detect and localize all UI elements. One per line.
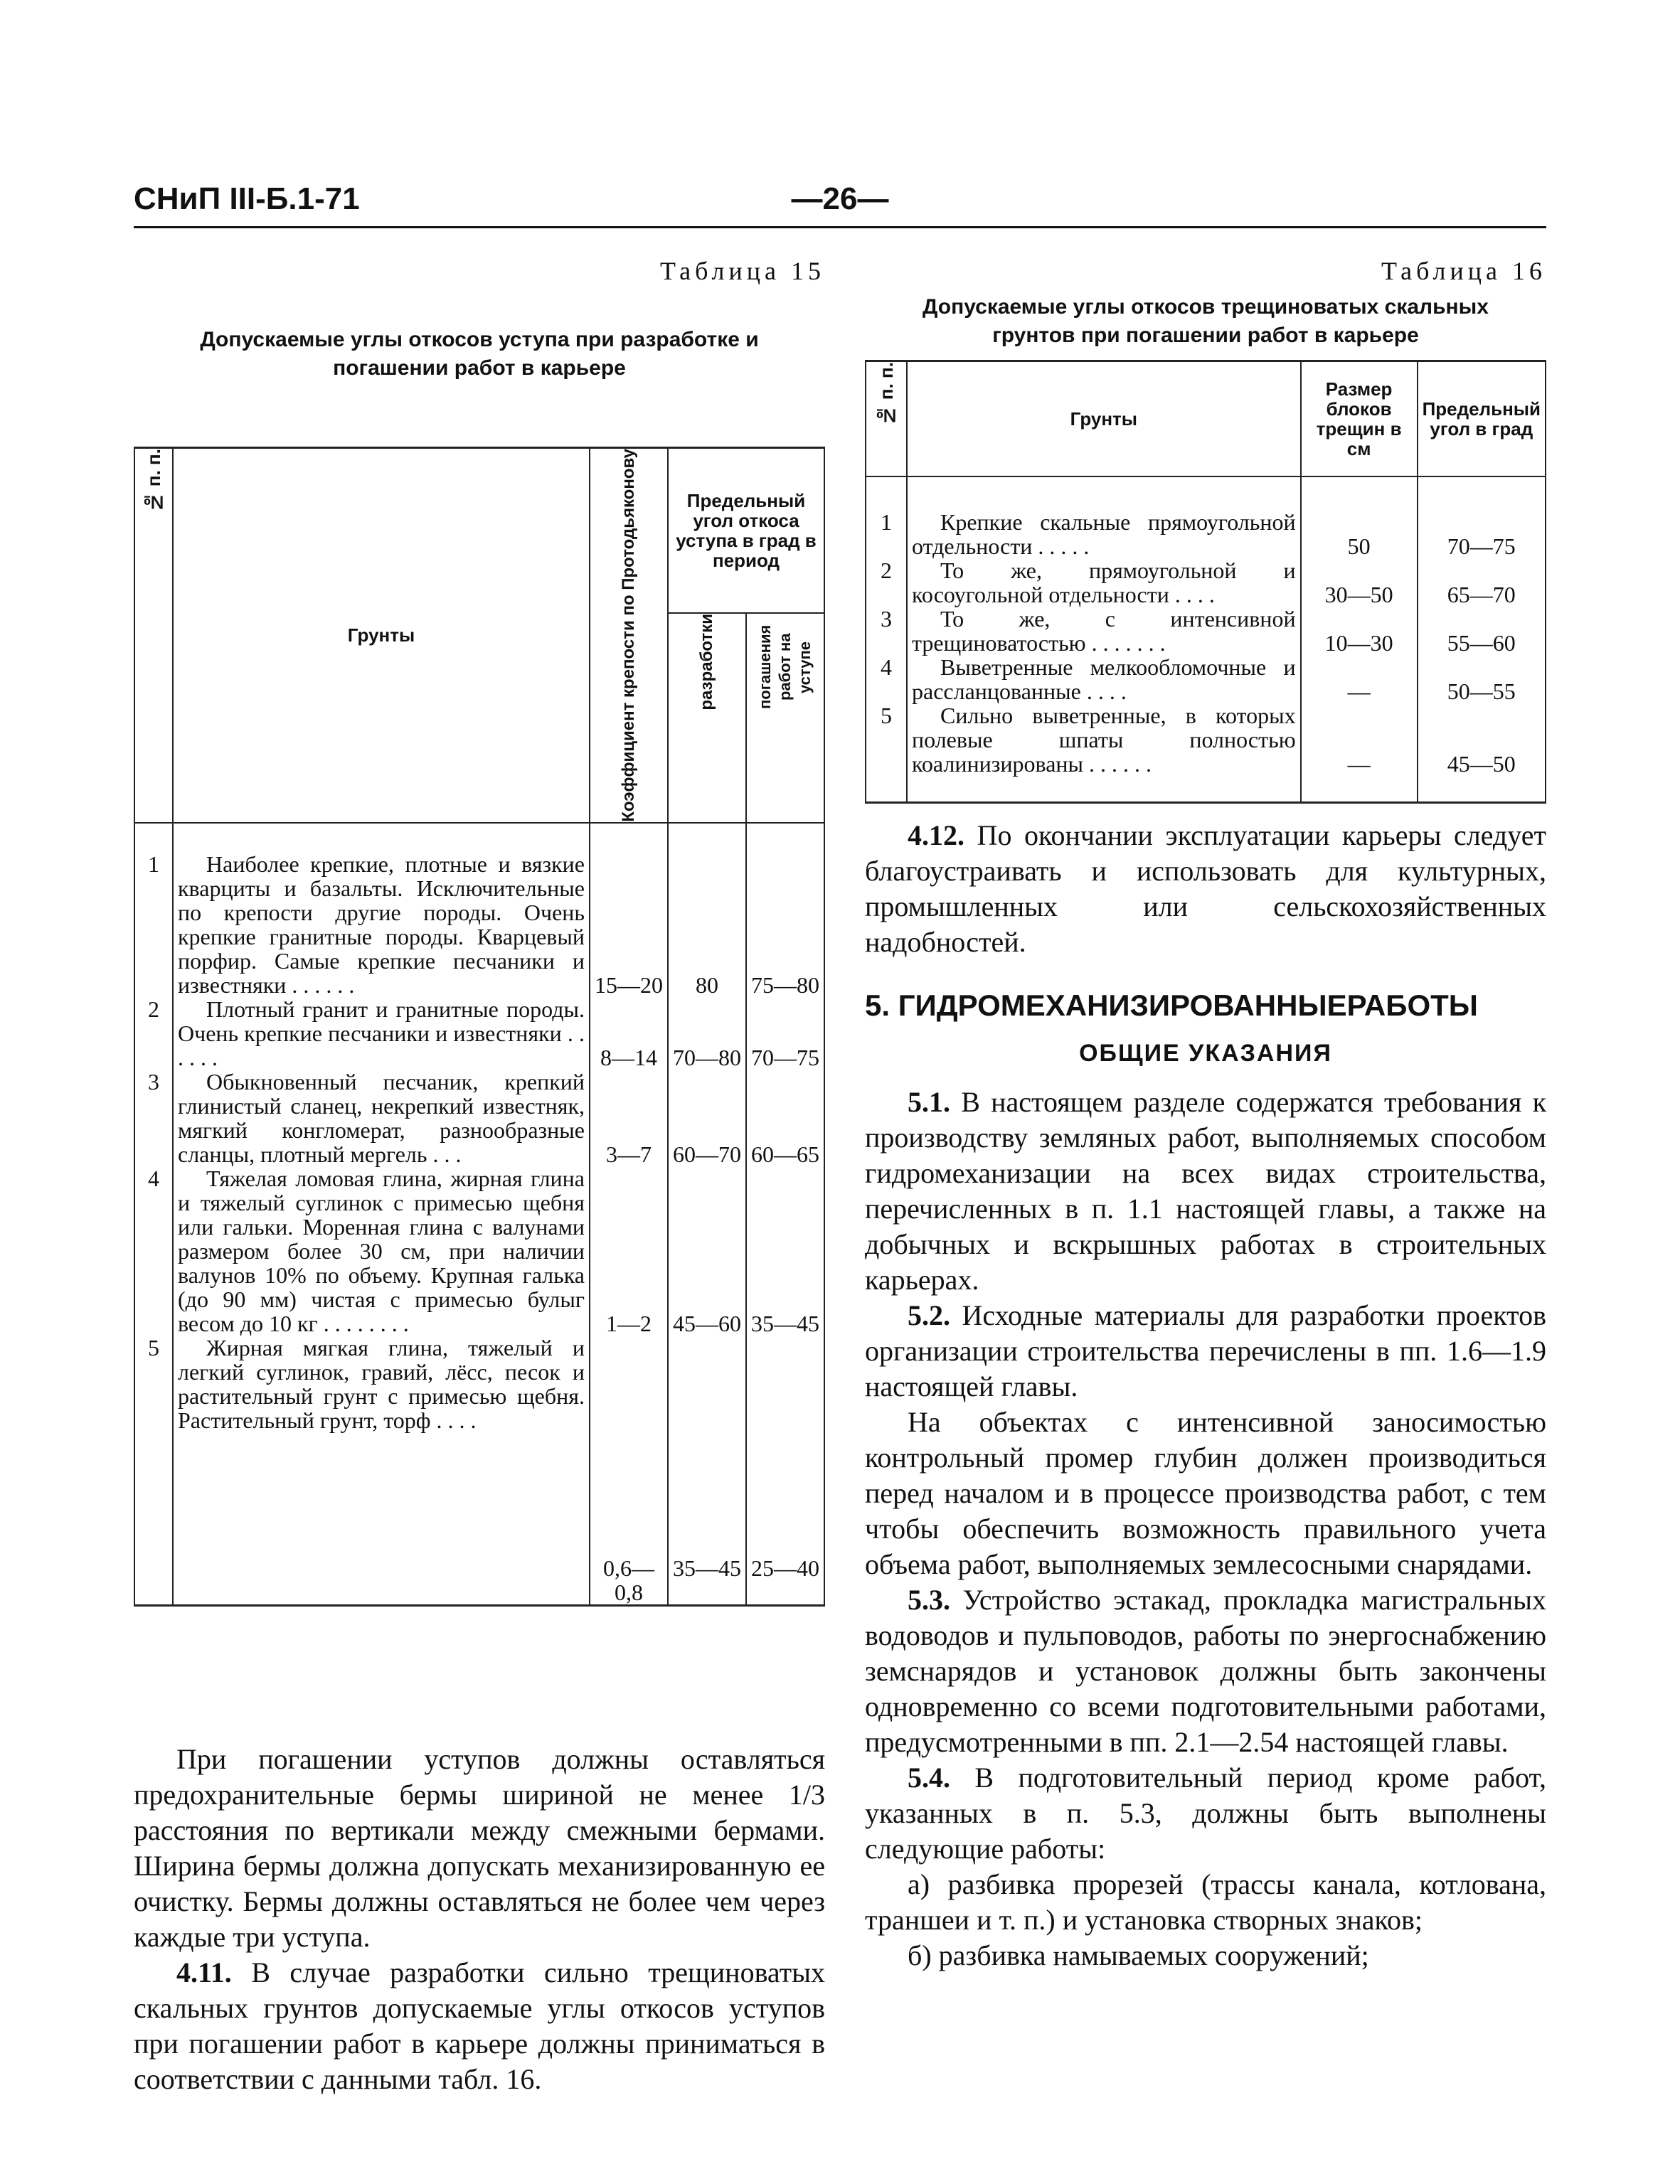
table16-header-soil: Грунты <box>907 361 1301 477</box>
table-row <box>134 1336 824 1606</box>
table-row <box>134 823 824 997</box>
table15-header-close <box>746 613 824 823</box>
table-row <box>866 703 1546 803</box>
table15 <box>134 447 825 1607</box>
table15-header-num <box>134 448 173 823</box>
row-size: — <box>1301 703 1418 803</box>
table15-header-coef <box>590 448 668 823</box>
document-code: СНиП III-Б.1-71 <box>134 181 360 216</box>
row-close: 25—40 <box>746 1336 824 1606</box>
table16-title: Допускаемые углы откосов трещиноватых скальных грунтов при погашении работ в карьере <box>923 295 1489 347</box>
row-description: То же, с интенсивной трещиноватостью . . . . . . . <box>907 607 1301 655</box>
list-item-a: а) разбивка прорезей (трассы канала, котлована, траншеи и т. п.) и установка створных знаков; <box>865 1868 1546 1936</box>
row-number: 3 <box>134 1070 173 1166</box>
row-description: Жирная мягкая глина, тяжелый и легкий суглинок, гравий, лёсс, песок и растительный грунт с примесью щебня. Растительный грунт, торф . . . . <box>173 1336 590 1606</box>
table15-header-close-text: погашения работ на уступе <box>756 624 814 710</box>
row-close: 35—45 <box>746 1166 824 1336</box>
table-row <box>134 1166 824 1336</box>
clause-text: Исходные материалы для разработки проектов организации строительства перечислены в пп. 1.6—1.9 настоящей главы. <box>865 1299 1546 1402</box>
row-angle: 70—75 <box>1418 476 1546 558</box>
paragraph-5-3 <box>865 1582 1546 1760</box>
table16-header-angle: Предельный угол в град <box>1418 361 1546 477</box>
row-coef: 3—7 <box>590 1070 668 1166</box>
clause-text: В случае разработки сильно трещиноватых скальных грунтов допускаемые углы откосов уступов при погашении работ в карьере должны приниматься в соответствии с данными табл. 16. <box>134 1956 825 2095</box>
clause-number: 5.1. <box>908 1086 950 1118</box>
table15-header-soil: Грунты <box>173 448 590 823</box>
table16 <box>865 360 1546 804</box>
row-coef: 8—14 <box>590 997 668 1070</box>
table15-header-angle: Предельный угол откоса уступа в град в период <box>668 448 824 613</box>
row-coef: 1—2 <box>590 1166 668 1336</box>
row-number: 1 <box>134 823 173 997</box>
row-close: 75—80 <box>746 823 824 997</box>
table-row <box>866 476 1546 558</box>
table16-caption: Таблица 16 <box>1381 257 1546 285</box>
paragraph-4-12 <box>865 818 1546 960</box>
paragraph-5-2-b: На объектах с интенсивной заносимостью контрольный промер глубин должен производиться перед началом и в процессе производства работ, с тем чтобы обеспечить возможность правильного учета объема работ, выполняемых землесосными снарядами. <box>865 1406 1546 1580</box>
table16-header-num <box>866 361 907 477</box>
row-size: — <box>1301 655 1418 703</box>
clause-number: 5.3. <box>908 1584 950 1616</box>
row-description: Наиболее крепкие, плотные и вязкие кварциты и базальты. Исключительные по крепости другие породы. Очень крепкие гранитные породы. Кварцевый порфир. Самые крепкие песчаники и известняки . . . . . . <box>173 823 590 997</box>
row-description: Крепкие скальные прямоугольной отдельности . . . . . <box>907 476 1301 558</box>
paragraph-5-4 <box>865 1760 1546 1867</box>
page-header <box>134 181 1546 224</box>
row-close: 70—75 <box>746 997 824 1070</box>
header-rule <box>134 226 1546 228</box>
clause-number: 5.2. <box>908 1299 950 1331</box>
table16-header-size: Размер блоков трещин в см <box>1301 361 1418 477</box>
table-row <box>866 655 1546 703</box>
row-description: То же, прямоугольной и косоугольной отдельности . . . . <box>907 558 1301 607</box>
row-description: Обыкновенный песчаник, крепкий глинистый сланец, некрепкий известняк, мягкий конгломерат, разнообразные сланцы, плотный мергель . . . <box>173 1070 590 1166</box>
row-number: 4 <box>134 1166 173 1336</box>
row-dev: 60—70 <box>668 1070 746 1166</box>
row-description: Плотный гранит и гранитные породы. Очень крепкие песчаники и известняки . . . . . . <box>173 997 590 1070</box>
left-column <box>134 256 825 2097</box>
section-heading: 5. ГИДРОМЕХАНИЗИРОВАННЫЕРАБОТЫ <box>865 989 1478 1022</box>
list-item-b: б) разбивка намываемых сооружений; <box>908 1939 1369 1971</box>
row-size: 10—30 <box>1301 607 1418 655</box>
clause-number: 4.12. <box>908 819 964 851</box>
table15-caption: Таблица 15 <box>660 257 825 285</box>
row-number: 2 <box>134 997 173 1070</box>
row-size: 30—50 <box>1301 558 1418 607</box>
row-number: 1 <box>866 476 907 558</box>
table15-title: Допускаемые углы откосов уступа при разработке и погашении работ в карьере <box>200 328 759 380</box>
row-number: 3 <box>866 607 907 655</box>
table16-header-num-text: № п. п. <box>876 362 897 427</box>
row-angle: 55—60 <box>1418 607 1546 655</box>
paragraph-4-11 <box>134 1955 825 2097</box>
row-angle: 45—50 <box>1418 703 1546 803</box>
paragraph-berms: При погашении уступов должны оставляться предохранительные бермы шириной не менее 1/3 расстояния по вертикали между смежными бермами. Ширина бермы должна допускать механизированную ее очистку. Бермы должны оставляться не более чем через каждые три уступа. <box>134 1742 825 1953</box>
row-coef: 15—20 <box>590 823 668 997</box>
row-number: 5 <box>134 1336 173 1606</box>
row-dev: 45—60 <box>668 1166 746 1336</box>
row-dev: 80 <box>668 823 746 997</box>
row-size: 50 <box>1301 476 1418 558</box>
table-row <box>866 607 1546 655</box>
right-column <box>865 256 1546 1973</box>
row-number: 5 <box>866 703 907 803</box>
row-dev: 70—80 <box>668 997 746 1070</box>
clause-text: Устройство эстакад, прокладка магистральных водоводов и пульповодов, работы по энергоснабжению земснарядов и установок должны быть закончены одновременно со всеми подготовительными работами, предусмотренными в пп. 2.1—2.54 настоящей главы. <box>865 1584 1547 1758</box>
row-description: Тяжелая ломовая глина, жирная глина и тяжелый суглинок с примесью щебня или гальки. Моренная глина с валунами размером более 30 см, при наличии валунов 10% по объему. Крупная галька (до 90 мм) чистая с примесью булыг весом до 10 кг . . . . . . . . <box>173 1166 590 1336</box>
row-dev: 35—45 <box>668 1336 746 1606</box>
table-row <box>134 1070 824 1166</box>
table15-header-dev-text: разработки <box>697 613 716 710</box>
row-number: 2 <box>866 558 907 607</box>
row-close: 60—65 <box>746 1070 824 1166</box>
clause-text: В подготовительный период кроме работ, указанных в п. 5.3, должны быть выполнены следующие работы: <box>865 1762 1547 1865</box>
table-row <box>134 997 824 1070</box>
row-description: Выветренные мелкообломочные и рассланцованные . . . . <box>907 655 1301 703</box>
table15-header-coef-text: Коэффициент крепости по Протодьяконову <box>619 449 638 822</box>
clause-number: 4.11. <box>176 1956 232 1988</box>
row-description: Сильно выветренные, в которых полевые шпаты полностью коалинизированы . . . . . . <box>907 703 1301 803</box>
table15-header-num-text: № п. п. <box>143 449 164 513</box>
row-angle: 50—55 <box>1418 655 1546 703</box>
paragraph-5-1 <box>865 1085 1546 1298</box>
table15-header-dev <box>668 613 746 823</box>
paragraph-5-2 <box>865 1298 1546 1405</box>
clause-text: В настоящем разделе содержатся требования к производству земляных работ, выполняемых способом гидромеханизации на всех видах строительства, перечисленных в п. 1.1 настоящей главы, а также на добычных и вскрышных работах в строительных карьерах. <box>865 1086 1547 1296</box>
page-number: —26— <box>791 181 889 216</box>
row-coef: 0,6—0,8 <box>590 1336 668 1606</box>
subsection-heading: ОБЩИЕ УКАЗАНИЯ <box>1079 1040 1332 1067</box>
clause-number: 5.4. <box>908 1762 950 1794</box>
clause-text: По окончании эксплуатации карьеры следует благоустраивать и использовать для культурных, промышленных или сельскохозяйственных надобностей. <box>865 819 1546 958</box>
row-number: 4 <box>866 655 907 703</box>
row-angle: 65—70 <box>1418 558 1546 607</box>
table-row <box>866 558 1546 607</box>
